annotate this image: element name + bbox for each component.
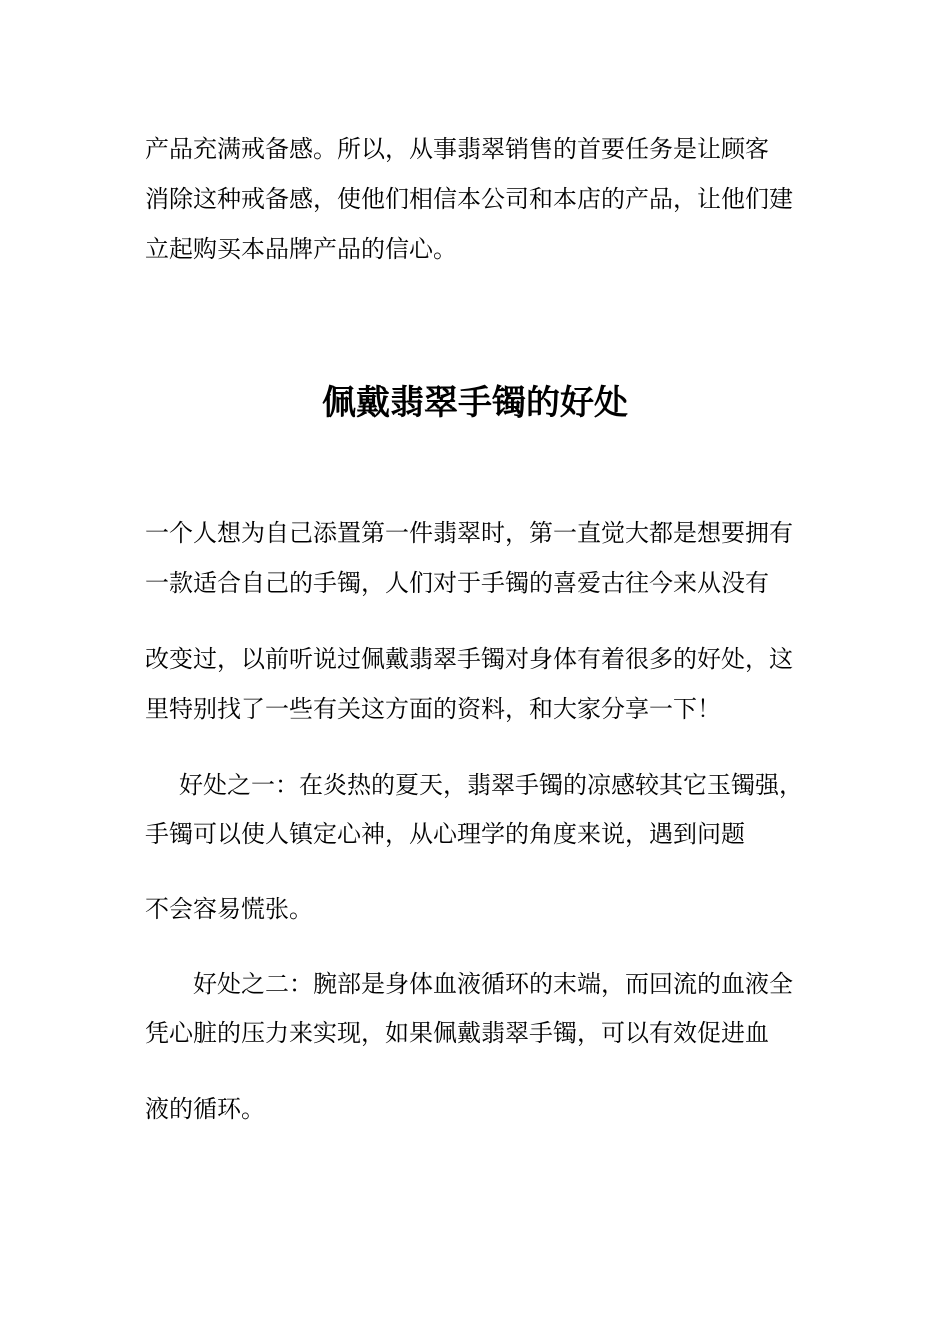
paragraph1-line-1: 一个人想为自己添置第一件翡翠时，第一直觉大都是想要拥有 [145, 519, 793, 547]
paragraph1-line-4: 里特别找了一些有关这方面的资料，和大家分享一下！ [145, 695, 721, 723]
paragraph1-line-3: 改变过，以前听说过佩戴翡翠手镯对身体有着很多的好处，这 [145, 645, 793, 673]
intro-line-2: 消除这种戒备感，使他们相信本公司和本店的产品，让他们建 [145, 185, 793, 213]
benefit1-line-1: 好处之一：在炎热的夏天，翡翠手镯的凉感较其它玉镯强， [179, 771, 803, 799]
section-title: 佩戴翡翠手镯的好处 [322, 383, 628, 423]
benefit2-line-3: 液的循环。 [145, 1095, 265, 1123]
paragraph1-line-2: 一款适合自己的手镯，人们对于手镯的喜爱古往今来从没有 [145, 569, 769, 597]
intro-line-1: 产品充满戒备感。所以，从事翡翠销售的首要任务是让顾客 [145, 135, 769, 163]
benefit2-line-1: 好处之二：腕部是身体血液循环的末端，而回流的血液全 [193, 970, 793, 998]
intro-line-3: 立起购买本品牌产品的信心。 [145, 235, 457, 263]
benefit2-line-2: 凭心脏的压力来实现，如果佩戴翡翠手镯，可以有效促进血 [145, 1019, 769, 1047]
benefit1-line-3: 不会容易慌张。 [145, 895, 313, 923]
benefit1-line-2: 手镯可以使人镇定心神，从心理学的角度来说，遇到问题 [145, 820, 745, 848]
